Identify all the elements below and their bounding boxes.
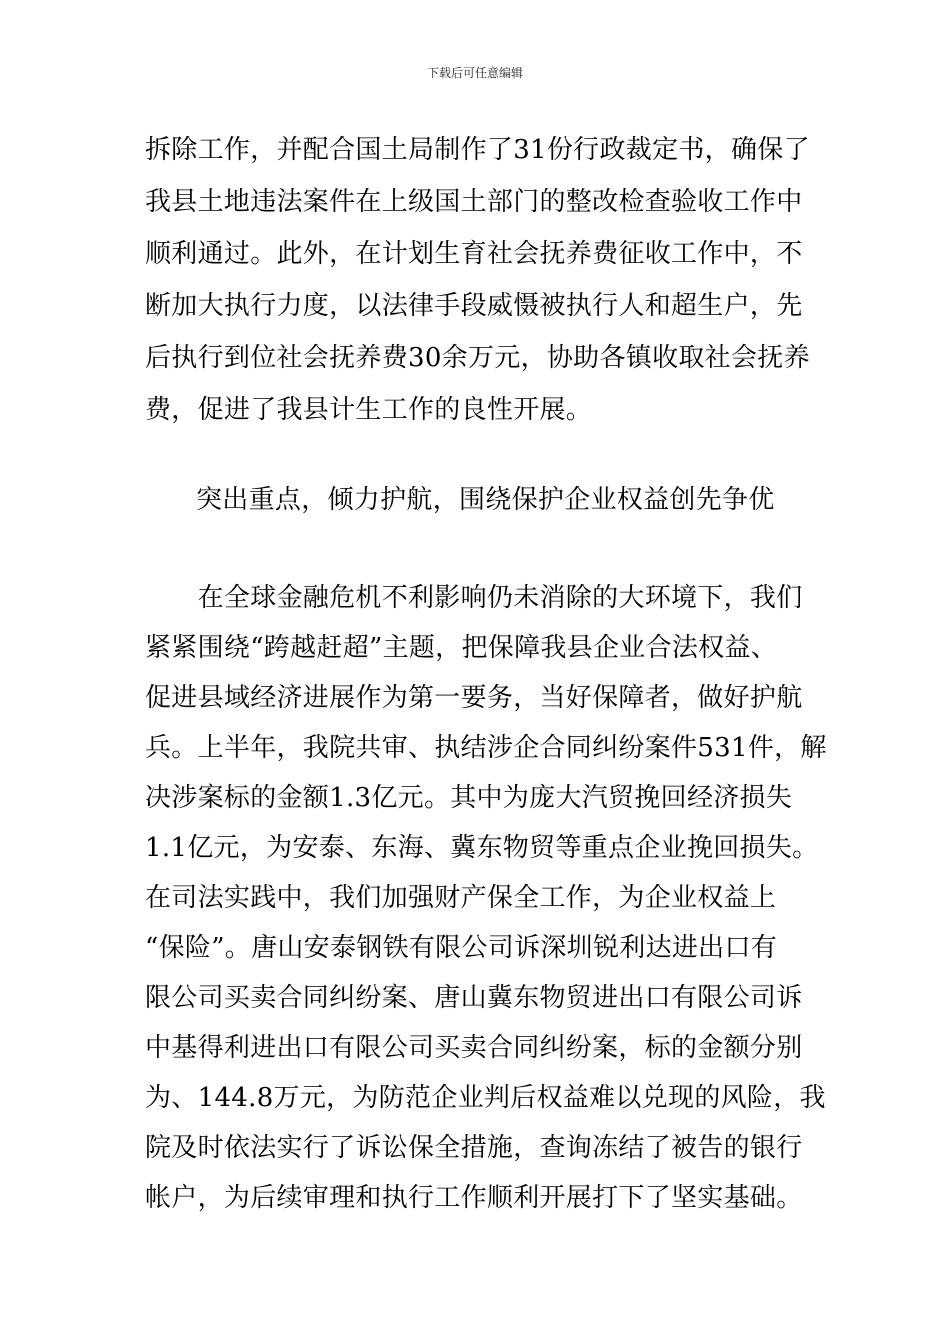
paragraph-line: 在全球金融危机不利影响仍未消除的大环境下，我们 [145, 583, 803, 613]
paragraph-line: 顺利通过。此外，在计划生育社会抚养费征收工作中，不 [145, 239, 803, 269]
paragraph-line: 紧紧围绕“跨越赶超”主题，把保障我县企业合法权益、 [145, 633, 778, 663]
paragraph-line: 院及时依法实行了诉讼保全措施，查询冻结了被告的银行 [145, 1133, 803, 1163]
paragraph-line: 促进县域经济进展作为第一要务，当好保障者，做好护航 [145, 683, 803, 713]
paragraph-line: 为、144.8万元，为防范企业判后权益难以兑现的风险，我 [145, 1083, 826, 1113]
paragraph-line: 我县土地违法案件在上级国土部门的整改检查验收工作中 [145, 187, 803, 217]
paragraph-line: 帐户，为后续审理和执行工作顺利开展打下了坚实基础。 [145, 1183, 803, 1213]
paragraph-line: 断加大执行力度，以法律手段威慑被执行人和超生户，先 [145, 291, 803, 321]
paragraph-line: 中基得利进出口有限公司买卖合同纠纷案，标的金额分别 [145, 1033, 803, 1063]
paragraph-line: 后执行到位社会抚养费30余万元，协助各镇收取社会抚养 [145, 343, 810, 373]
paragraph-line: “保险”。唐山安泰钢铁有限公司诉深圳锐利达进出口有 [145, 933, 778, 963]
paragraph-line: 兵。上半年，我院共审、执结涉企合同纠纷案件531件，解 [145, 733, 827, 763]
paragraph-line: 限公司买卖合同纠纷案、唐山冀东物贸进出口有限公司诉 [145, 983, 803, 1013]
page-header: 下载后可任意编辑 [426, 66, 523, 80]
section-heading: 突出重点，倾力护航，围绕保护企业权益创先争优 [196, 485, 775, 515]
paragraph-line: 费，促进了我县计生工作的良性开展。 [145, 395, 593, 425]
paragraph-line: 在司法实践中，我们加强财产保全工作，为企业权益上 [145, 883, 777, 913]
paragraph-line: 1.1亿元，为安泰、东海、冀东物贸等重点企业挽回损失。 [145, 833, 819, 863]
paragraph-line: 拆除工作，并配合国土局制作了31份行政裁定书，确保了 [145, 135, 810, 165]
paragraph-line: 决涉案标的金额1.3亿元。其中为庞大汽贸挽回经济损失 [145, 783, 793, 813]
